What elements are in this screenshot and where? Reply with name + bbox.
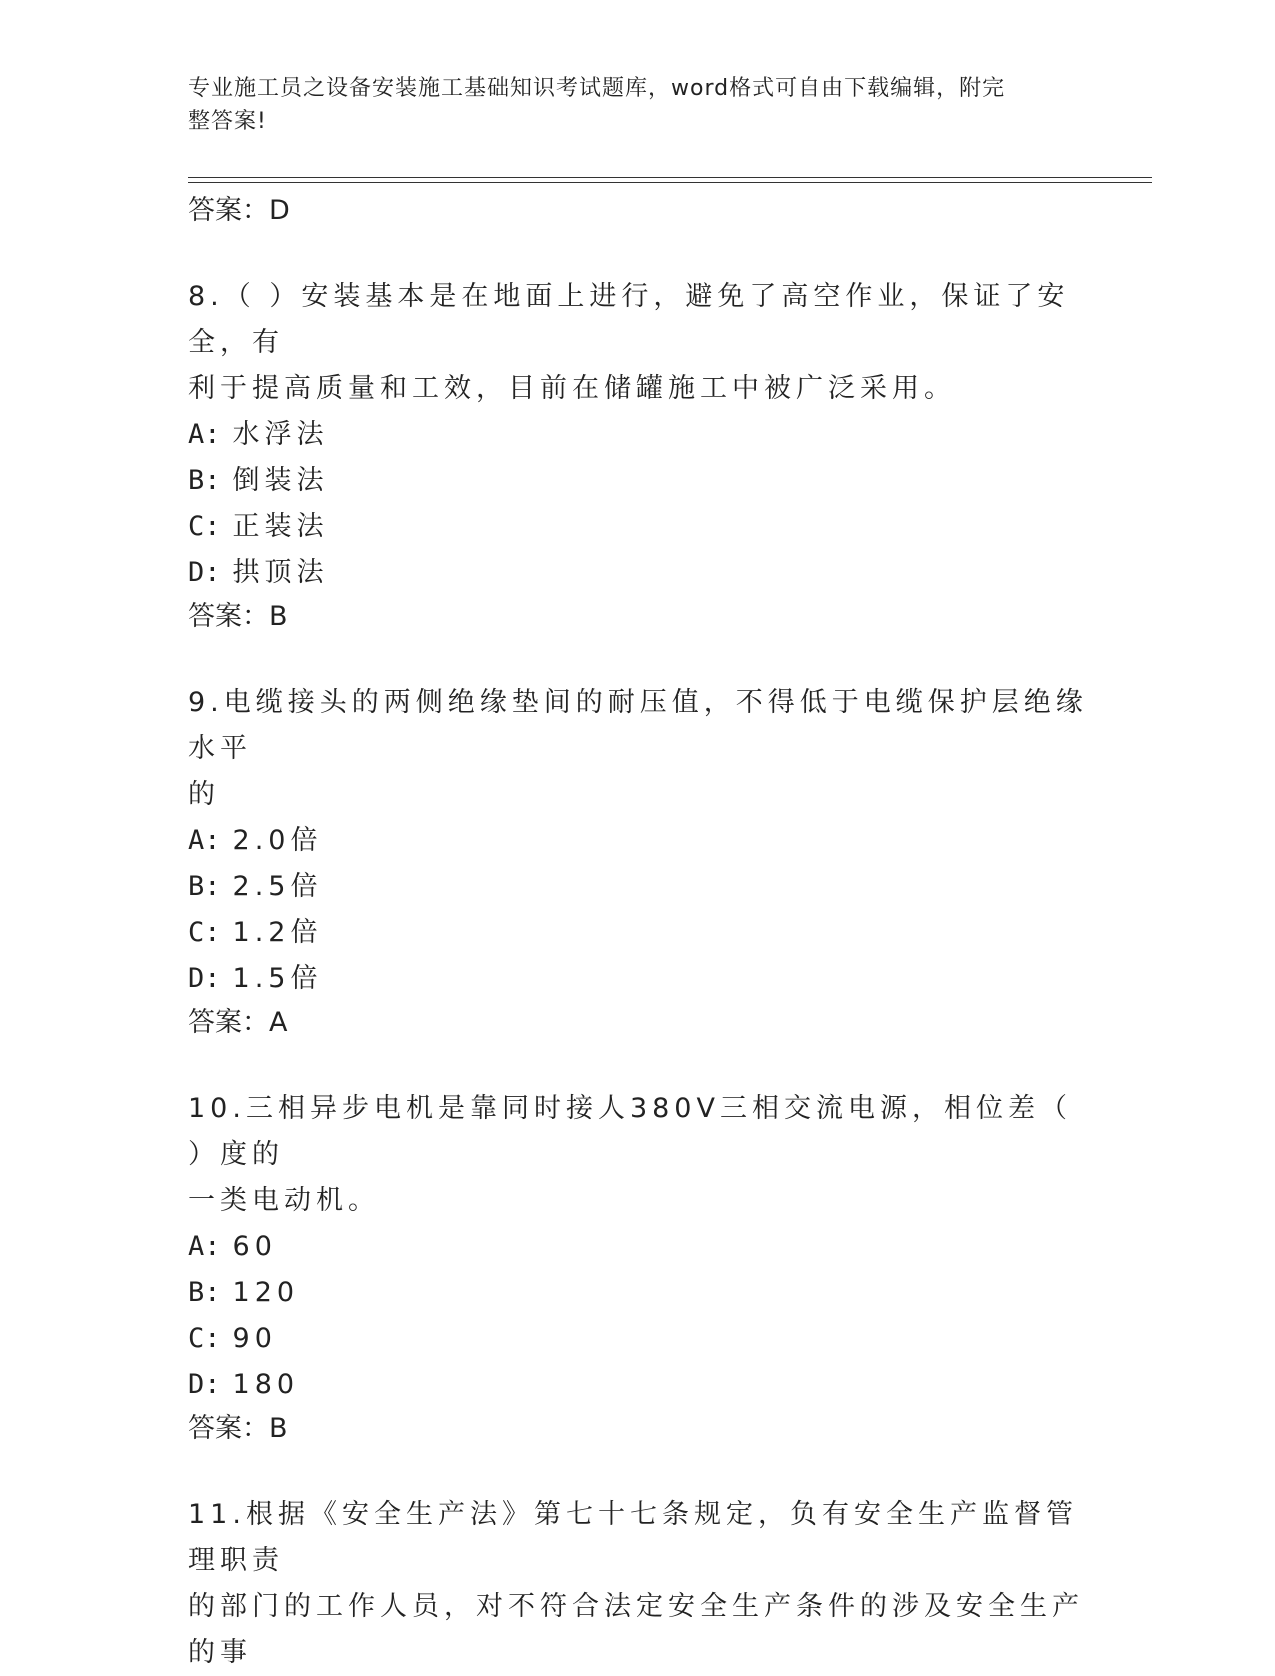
option-label: D: [188, 963, 221, 994]
option-b [188, 864, 1088, 910]
question-stem-line: 10.三相异步电机是靠同时接人380V三相交流电源，相位差（ ）度的 [188, 1093, 1072, 1170]
option-d [188, 550, 1088, 596]
answer-line: 答案：B [188, 601, 288, 632]
option-label: D: [188, 1369, 221, 1400]
option-a [188, 1224, 1088, 1270]
option-label: C: [188, 917, 221, 948]
option-text: 180 [232, 1369, 300, 1400]
question-list [188, 190, 1088, 1676]
question-8 [188, 274, 1088, 638]
question-stem-line: 9.电缆接头的两侧绝缘垫间的耐压值，不得低于电缆保护层绝缘水平 [188, 687, 1088, 764]
option-text: 拱顶法 [232, 557, 329, 588]
option-label: A: [188, 825, 221, 856]
option-label: B: [188, 465, 221, 496]
option-label: B: [188, 1277, 221, 1308]
question-11 [188, 1492, 1088, 1676]
option-text: 2.0倍 [232, 825, 323, 856]
option-c [188, 910, 1088, 956]
option-a [188, 818, 1088, 864]
option-text: 1.5倍 [232, 963, 323, 994]
option-label: C: [188, 511, 221, 542]
question-stem-line: 11.根据《安全生产法》第七十七条规定，负有安全生产监督管理职责 [188, 1499, 1078, 1576]
option-c [188, 504, 1088, 550]
question-stem-line: 一类电动机。 [188, 1185, 380, 1216]
option-a [188, 412, 1088, 458]
option-text: 正装法 [232, 511, 329, 542]
option-label: C: [188, 1323, 221, 1354]
option-c [188, 1316, 1088, 1362]
answer-line: 答案：D [188, 195, 290, 226]
question-10 [188, 1086, 1088, 1450]
question-stem-line: 8.（ ）安装基本是在地面上进行，避免了高空作业，保证了安全，有 [188, 281, 1070, 358]
option-text: 90 [232, 1323, 277, 1354]
option-b [188, 458, 1088, 504]
option-b [188, 1270, 1088, 1316]
option-text: 60 [232, 1231, 277, 1262]
option-text: 120 [232, 1277, 300, 1308]
option-label: D: [188, 557, 221, 588]
answer-line: 答案：B [188, 1413, 288, 1444]
question-stem-line: 利于提高质量和工效，目前在储罐施工中被广泛采用。 [188, 373, 956, 404]
header-line-1: 专业施工员之设备安装施工基础知识考试题库，word格式可自由下载编辑，附完 [188, 76, 1006, 101]
option-label: A: [188, 419, 221, 450]
option-label: A: [188, 1231, 221, 1262]
option-text: 1.2倍 [232, 917, 323, 948]
option-text: 2.5倍 [232, 871, 323, 902]
option-label: B: [188, 871, 221, 902]
question-stem-line: 的部门的工作人员，对不符合法定安全生产条件的涉及安全生产的事 [188, 1591, 1084, 1668]
option-d [188, 956, 1088, 1002]
option-d [188, 1362, 1088, 1408]
question-stem-line: 的 [188, 779, 220, 810]
header-divider-top [188, 177, 1152, 178]
answer-line: 答案：A [188, 1007, 288, 1038]
header-line-2: 整答案! [188, 109, 267, 134]
question-9 [188, 680, 1088, 1044]
document-header [188, 72, 1068, 138]
header-divider-bottom [188, 182, 1152, 183]
option-text: 水浮法 [232, 419, 329, 450]
option-text: 倒装法 [232, 465, 329, 496]
